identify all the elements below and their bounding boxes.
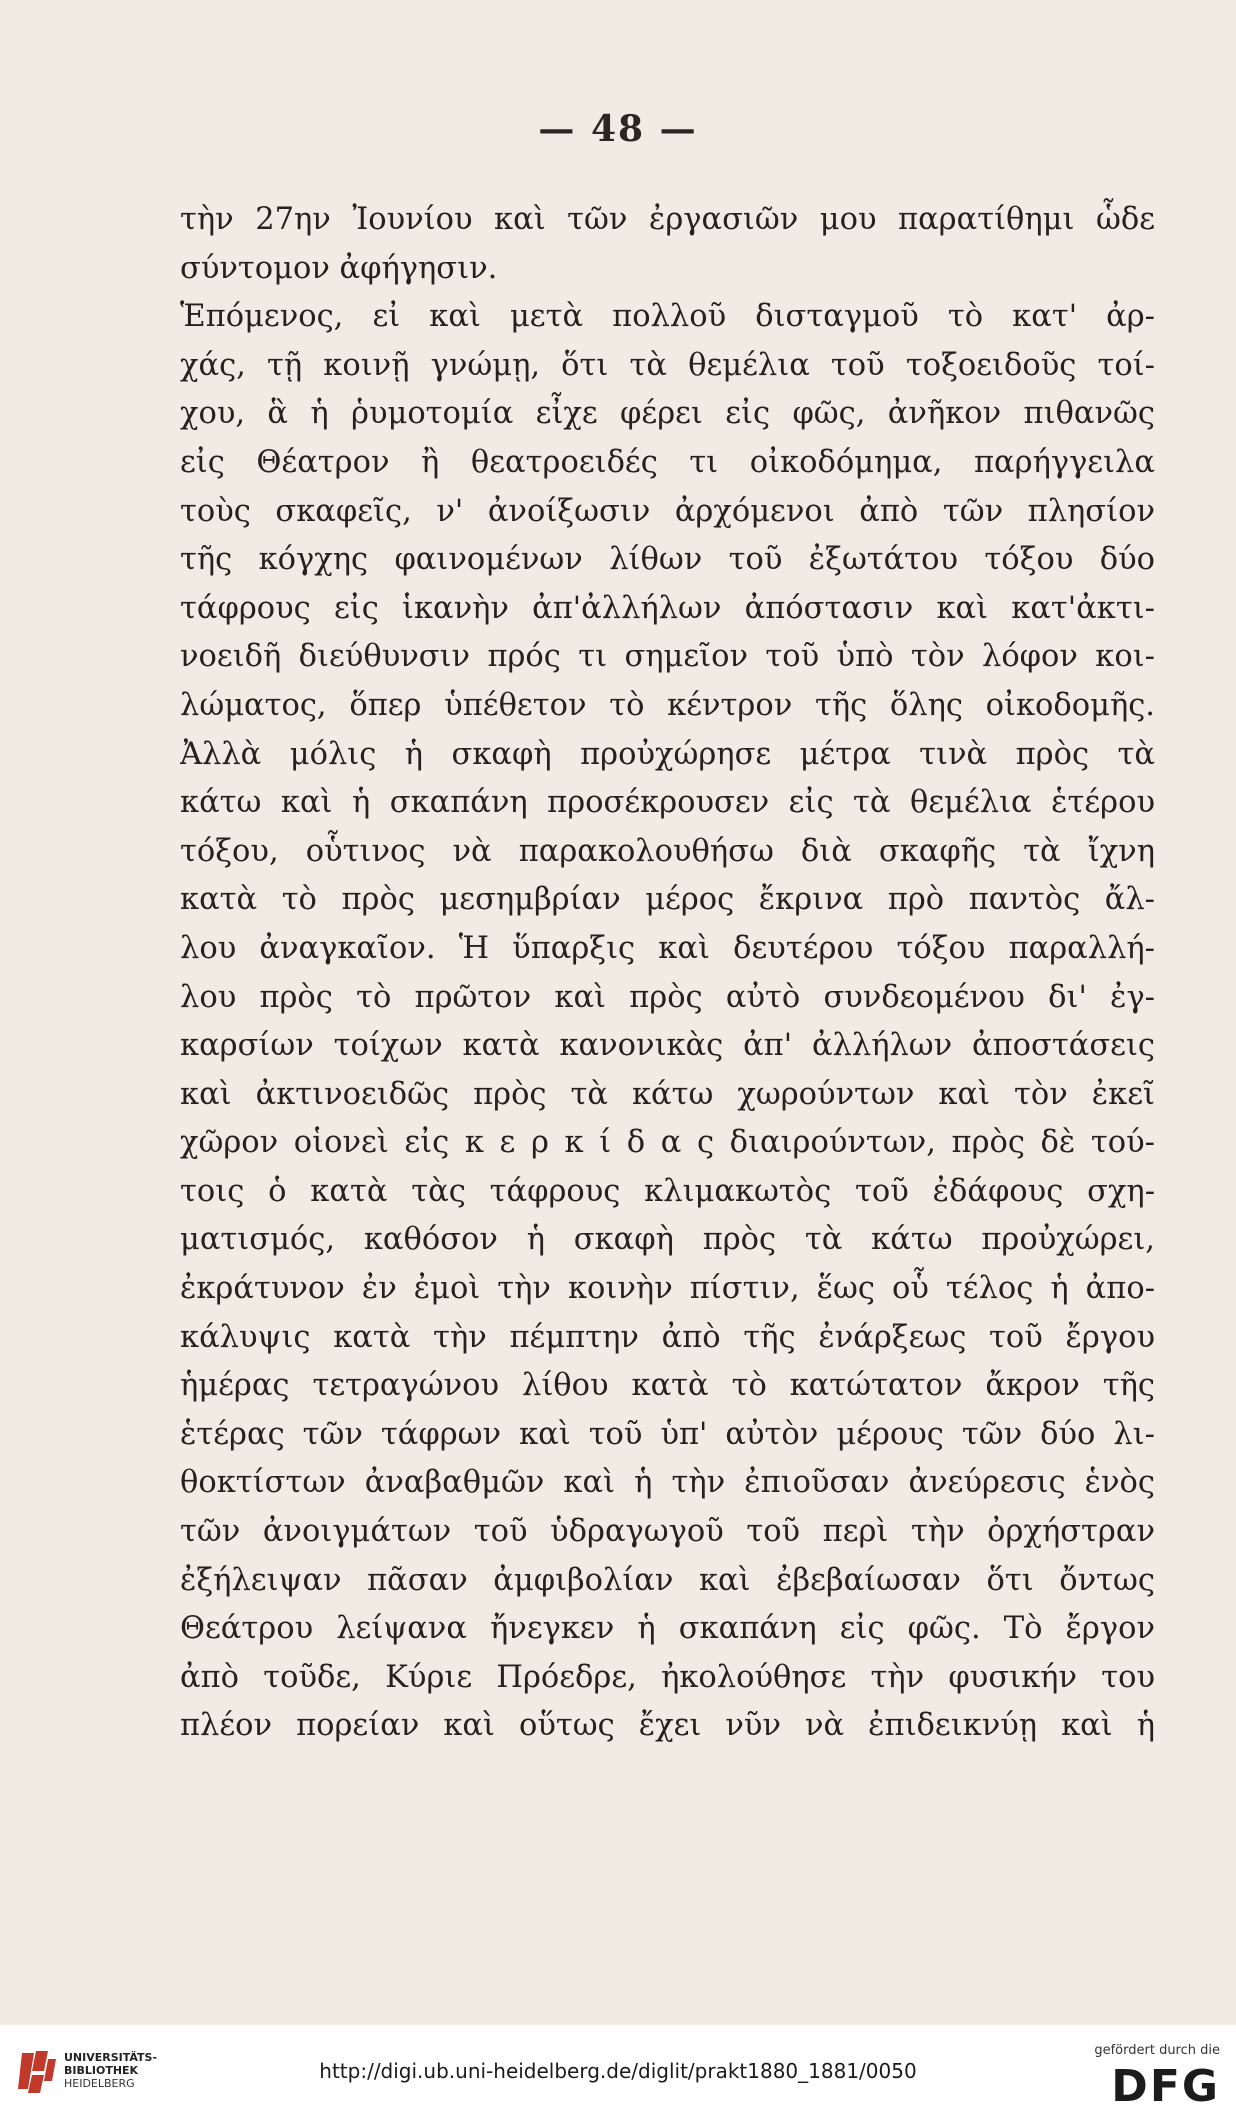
funding-note: gefördert durch die [1094, 2043, 1220, 2058]
text-line: καὶ ἀκτινοειδῶς πρὸς τὰ κάτω χωρούντων καὶ τὸν ἐκεῖ [180, 1076, 1155, 1112]
text-line: τῶν ἀνοιγμάτων τοῦ ὑδραγωγοῦ τοῦ περὶ τὴν ὀρχήστραν [180, 1514, 1155, 1550]
text-line: λου πρὸς τὸ πρῶτον καὶ πρὸς αὐτὸ συνδεομένου δι' ἐγ- [180, 979, 1155, 1015]
text-line: ματισμός, καθόσον ἡ σκαφὴ πρὸς τὰ κάτω προὐχώρει, [180, 1222, 1155, 1258]
text-line: τοὺς σκαφεῖς, ν' ἀνοίξωσιν ἀρχόμενοι ἀπὸ τῶν πλησίον [180, 493, 1155, 529]
text-line: ἡμέρας τετραγώνου λίθου κατὰ τὸ κατώτατον ἄκρον τῆς [180, 1368, 1155, 1404]
viewer-footer [0, 2025, 1236, 2118]
text-line: Θεάτρου λείψανα ἤνεγκεν ἡ σκαπάνη εἰς φῶς. Τὸ ἔργον [180, 1611, 1155, 1647]
library-name-line: HEIDELBERG [64, 2077, 135, 2090]
text-line: τόξου, οὗτινος νὰ παρακολουθήσω διὰ σκαφῆς τὰ ἴχνη [180, 833, 1155, 869]
text-line: τῆς κόγχης φαινομένων λίθων τοῦ ἐξωτάτου τόξου δύο [180, 542, 1155, 578]
text-line: ἀπὸ τοῦδε, Κύριε Πρόεδρε, ἠκολούθησε τὴν φυσικήν του [180, 1659, 1155, 1695]
text-line: τάφρους εἰς ἱκανὴν ἀπ'ἀλλήλων ἀπόστασιν καὶ κατ'ἀκτι- [180, 590, 1155, 626]
library-name-line: BIBLIOTHEK [64, 2064, 139, 2077]
text-line: τὴν 27ην Ἰουνίου καὶ τῶν ἐργασιῶν μου παρατίθημι ὧδε [180, 202, 1155, 237]
text-line: Ἑπόμενος, εἰ καὶ μετὰ πολλοῦ δισταγμοῦ τὸ κατ' ἀρ- [180, 299, 1155, 335]
text-line: χάς, τῇ κοινῇ γνώμῃ, ὅτι τὰ θεμέλια τοῦ τοξοειδοῦς τοί- [180, 347, 1155, 383]
dfg-logo: DFG [1111, 2061, 1220, 2112]
text-line: τοις ὁ κατὰ τὰς τάφρους κλιμακωτὸς τοῦ ἐδάφους σχη- [180, 1173, 1155, 1209]
text-line: ἐξήλειψαν πᾶσαν ἀμφιβολίαν καὶ ἐβεβαίωσαν ὅτι ὄντως [180, 1562, 1155, 1598]
text-line: νοειδῆ διεύθυνσιν πρός τι σημεῖον τοῦ ὑπὸ τὸν λόφον κοι- [180, 639, 1155, 675]
text-line: καρσίων τοίχων κατὰ κανονικὰς ἀπ' ἀλλήλων ἀποστάσεις [180, 1028, 1155, 1064]
text-line: χου, ἃ ἡ ῥυμοτομία εἶχε φέρει εἰς φῶς, ἀνῆκον πιθανῶς [180, 396, 1155, 432]
text-line: χῶρον οἱονεὶ εἰς κ ε ρ κ ί δ α ς διαιρούντων, πρὸς δὲ τού- [180, 1125, 1155, 1161]
text-line: θοκτίστων ἀναβαθμῶν καὶ ἡ τὴν ἐπιοῦσαν ἀνεύρεσις ἑνὸς [180, 1465, 1155, 1501]
text-line: ἑτέρας τῶν τάφρων καὶ τοῦ ὑπ' αὐτὸν μέρους τῶν δύο λι- [180, 1416, 1155, 1452]
text-line: σύντομον ἀφήγησιν. [180, 250, 498, 286]
permalink-url[interactable]: http://digi.ub.uni-heidelberg.de/diglit/prakt1880_1881/0050 [319, 2059, 917, 2083]
text-line: λώματος, ὅπερ ὑπέθετον τὸ κέντρον τῆς ὅλης οἰκοδομῆς. [180, 687, 1155, 723]
text-line: εἰς Θέατρον ἢ θεατροειδές τι οἰκοδόμημα, παρήγγειλα [180, 444, 1155, 480]
body-text [180, 196, 1155, 1751]
text-line: πλέον πορείαν καὶ οὕτως ἔχει νῦν νὰ ἐπιδεικνύῃ καὶ ἡ [180, 1708, 1155, 1744]
text-line: λου ἀναγκαῖον. Ἡ ὕπαρξις καὶ δευτέρου τόξου παραλλή- [180, 930, 1155, 966]
library-name-line: UNIVERSITÄTS- [64, 2051, 158, 2064]
text-line: ἐκράτυνον ἐν ἐμοὶ τὴν κοινὴν πίστιν, ἕως οὗ τέλος ἡ ἀπο- [180, 1271, 1155, 1307]
text-line: κάτω καὶ ἡ σκαπάνη προσέκρουσεν εἰς τὰ θεμέλια ἑτέρου [180, 785, 1155, 821]
page-number: — 48 — [538, 108, 698, 150]
text-line: κάλυψις κατὰ τὴν πέμπτην ἀπὸ τῆς ἐνάρξεως τοῦ ἔργου [180, 1319, 1155, 1355]
text-line: Ἀλλὰ μόλις ἡ σκαφὴ προὐχώρησε μέτρα τινὰ πρὸς τὰ [180, 736, 1155, 772]
text-line: κατὰ τὸ πρὸς μεσημβρίαν μέρος ἔκρινα πρὸ παντὸς ἄλ- [180, 882, 1155, 918]
